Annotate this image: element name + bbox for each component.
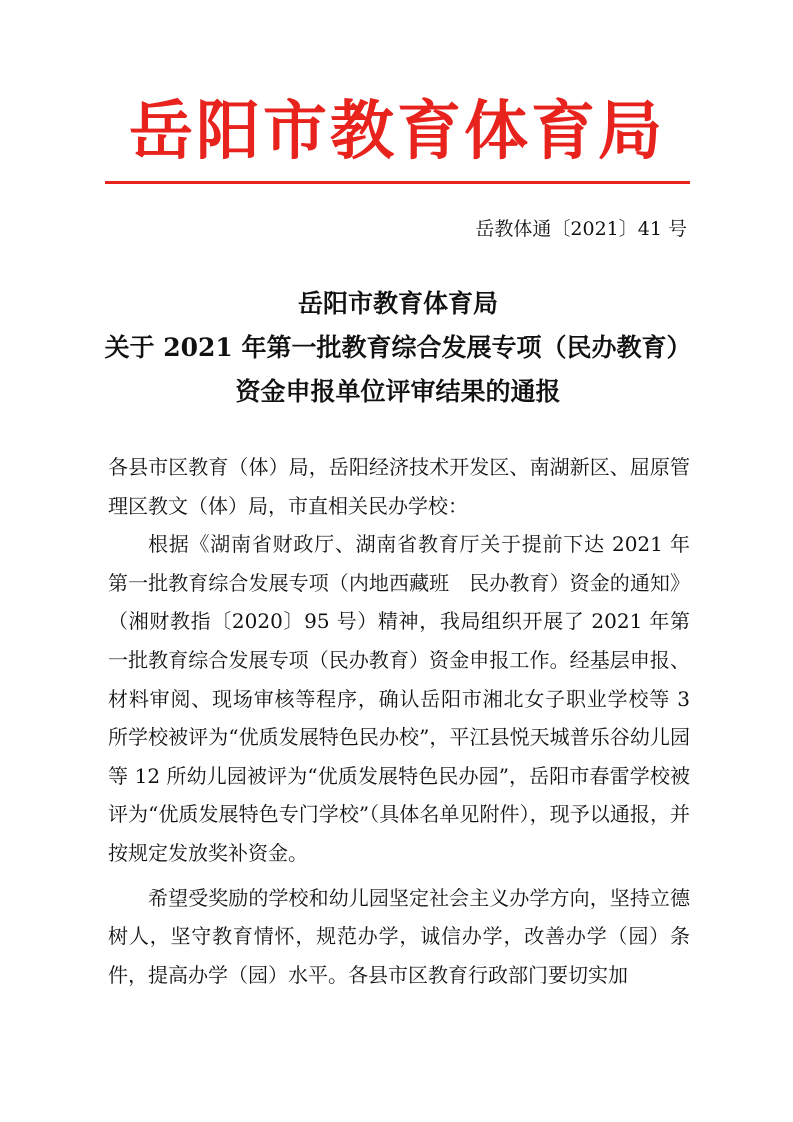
document-title	[100, 282, 696, 414]
body-paragraph-1: 根据《湖南省财政厅、湖南省教育厅关于提前下达 2021 年第一批教育综合发展专项（内地西藏班 民办教育）资金的通知》（湘财教指〔2020〕95 号）精神，我局组织开展了 2021 年第一批教育综合发展专项（民办教育）资金申报工作。经基层申报、材料审阅、现场审核等程序，确认岳阳市湘北女子职业学校等 3 所学校被评为“优质发展特色民办校”，平江县悦天城普乐谷幼儿园等 12 所幼儿园被评为“优质发展特色民办园”，岳阳市春雷学校被评为“优质发展特色专门学校”（具体名单见附件），现予以通报，并按规定发放奖补资金。	[108, 532, 690, 865]
body-paragraph-2: 希望受奖励的学校和幼儿园坚定社会主义办学方向，坚持立德树人，坚守教育情怀，规范办学，诚信办学，改善办学（园）条件，提高办学（园）水平。各县市区教育行政部门要切实加	[108, 885, 690, 987]
document-body	[108, 448, 690, 994]
document-number: 岳教体通〔2021〕41 号	[475, 218, 687, 240]
masthead-red-rule	[105, 181, 690, 184]
salutation: 各县市区教育（体）局，岳阳经济技术开发区、南湖新区、屈原管理区教文（体）局，市直相关民办学校：	[108, 455, 690, 518]
masthead-title: 岳阳市教育体育局	[129, 94, 665, 169]
title-line-2: 关于 2021 年第一批教育综合发展专项（民办教育）	[104, 333, 692, 362]
title-line-1: 岳阳市教育体育局	[297, 289, 498, 318]
title-line-3: 资金申报单位评审结果的通报	[235, 377, 561, 406]
